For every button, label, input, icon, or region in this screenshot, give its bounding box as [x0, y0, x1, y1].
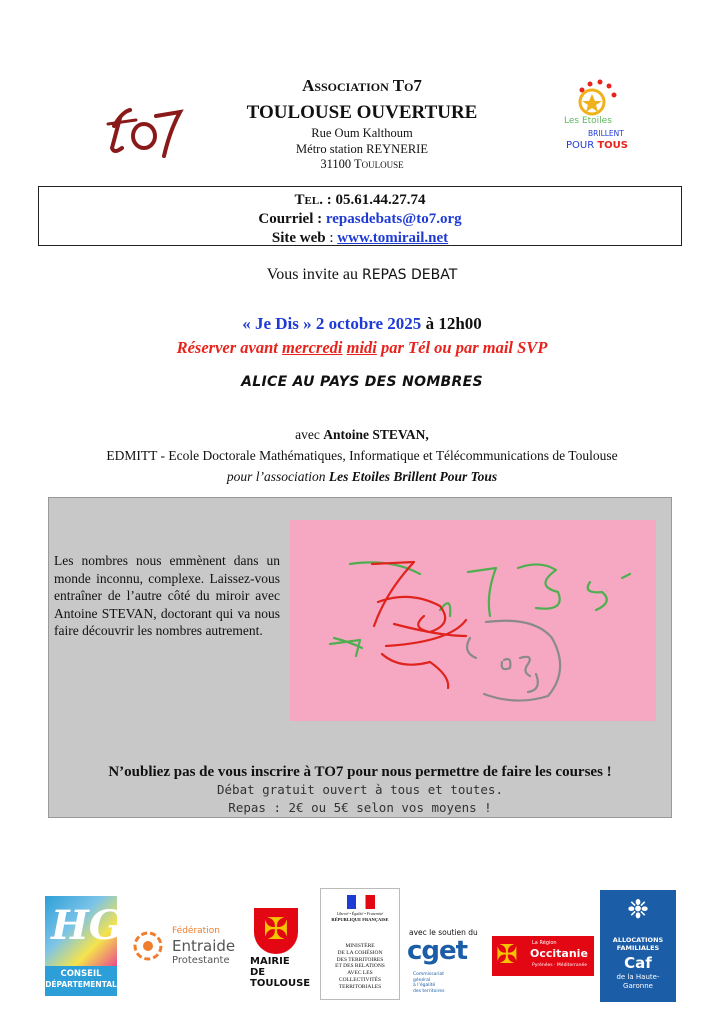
region-l2: Occitanie: [530, 947, 588, 960]
etoiles-pour: POUR: [566, 140, 595, 151]
ministere-l2: DE LA COHÉSION: [337, 949, 383, 956]
speaker-prefix: avec: [295, 427, 324, 442]
contact-box: [38, 186, 682, 246]
organization-name: TOULOUSE OUVERTURE: [246, 102, 478, 123]
region-cross-icon: ✠: [496, 940, 518, 969]
caf-l1: ALLOCATIONS: [612, 936, 664, 944]
speaker-line: [0, 424, 724, 445]
mairie-toulouse-logo: [250, 908, 312, 992]
cget-name: cget: [407, 936, 468, 966]
speaker-assoc-name: Les Etoiles Brillent Pour Tous: [328, 469, 498, 484]
invitation-line: [0, 266, 724, 284]
address-street: Rue Oum Kalthoum: [311, 126, 413, 140]
reserve-text-e: par Tél ou par mail SVP: [376, 338, 548, 357]
invitation-event: REPAS DEBAT: [361, 267, 458, 283]
mairie-line3: TOULOUSE: [250, 978, 311, 989]
ministere-l4: ET DES RELATIONS: [335, 963, 385, 970]
website-line: [39, 229, 681, 248]
cget-l3: à l’égalité: [413, 983, 436, 988]
address-city: 31100 Toulouse: [320, 157, 404, 171]
cget-support: avec le soutien du: [409, 928, 478, 937]
speaker-block: [0, 424, 724, 487]
etoiles-line1: Les Etoiles: [564, 116, 612, 126]
caf-l4: de la Haute-: [616, 973, 660, 981]
speaker-name: Antoine STEVAN,: [323, 427, 429, 442]
email-link[interactable]: repasdebats@to7.org: [325, 211, 462, 227]
to7-logo: [100, 102, 190, 162]
description-text: Les nombres nous emmènent dans un monde inconnu, complexe. Laissez-vous entraîner de l’autre côté du miroir avec Antoine STEVAN, doctorant qui va nous faire découvrir les nombres autrement.: [54, 553, 280, 638]
ministere-l6: COLLECTIVITÉS: [338, 976, 382, 983]
fep-line1: Fédération: [172, 926, 220, 936]
cget-l2: général: [413, 977, 431, 983]
email-line: [39, 210, 681, 229]
region-l3: Pyrénées · Méditerranée: [532, 963, 587, 968]
caf-l5: Garonne: [623, 982, 653, 990]
invitation-prefix: Vous invite au: [266, 266, 362, 283]
reservation-notice: [0, 338, 724, 358]
reserve-time: midi: [346, 338, 377, 357]
event-name: « Je Dis » 2 octobre 2025: [242, 314, 422, 333]
phone-label: Tel.: [294, 192, 323, 208]
cget-l4: des territoires: [413, 988, 445, 994]
speaker-assoc-prefix: pour l’association: [226, 469, 329, 484]
region-occitanie-logo: [492, 936, 594, 976]
ministere-l1: MINISTÈRE: [345, 943, 375, 949]
conseil-line1: CONSEIL: [60, 969, 102, 979]
marianne-icon: [347, 895, 375, 909]
website-link[interactable]: www.tomirail.net: [337, 230, 449, 246]
registration-reminder: N’oubliez pas de vous inscrire à TO7 pour nous permettre de faire les courses !: [108, 764, 612, 780]
phone-line: [39, 191, 681, 210]
ministere-republic: RÉPUBLIQUE FRANÇAISE: [331, 917, 389, 922]
region-l1: La Région: [532, 940, 557, 946]
caf-family-icon: ❉: [627, 895, 649, 924]
fep-line2: Entraide: [172, 937, 236, 955]
mairie-line2: DE: [250, 967, 266, 978]
reserve-text-a: Réserver avant: [176, 338, 282, 357]
address-metro: Métro station REYNERIE: [296, 141, 428, 156]
ministere-l5: AVEC LES: [347, 970, 373, 977]
scribble-illustration: [290, 520, 656, 721]
entraide-protestante-logo: [130, 920, 245, 970]
event-date-line: [0, 314, 724, 334]
reserve-day: mercredi: [282, 338, 343, 357]
website-label: Site web: [271, 230, 326, 246]
etoiles-tous: TOUS: [597, 140, 629, 151]
caf-l3: Caf: [624, 954, 652, 972]
caf-l2: FAMILIALES: [616, 944, 660, 952]
conseil-departemental-logo: [45, 896, 123, 996]
email-label: Courriel :: [258, 211, 326, 227]
etoiles-line2: BRILLENT: [588, 129, 624, 138]
meal-price-note: Repas : 2€ ou 5€ selon vos moyens !: [228, 800, 492, 815]
phone-value: : 05.61.44.27.74: [322, 192, 426, 208]
event-time: à 12h00: [421, 314, 482, 333]
association-title: Association To7: [302, 76, 422, 95]
conseil-line2: DÉPARTEMENTAL: [45, 980, 117, 989]
cget-logo: [405, 928, 485, 1000]
website-sep: :: [325, 230, 338, 246]
talk-title: ALICE AU PAYS DES NOMBRES: [241, 374, 483, 390]
speaker-association-line: [0, 466, 724, 487]
ministere-l3: DES TERRITOIRES: [336, 956, 384, 963]
address: [190, 126, 534, 173]
conseil-letters: HG: [51, 902, 123, 949]
caf-logo: [600, 890, 676, 1002]
ministere-l7: TERRITORIALES: [338, 983, 382, 990]
fep-line3: Protestante: [172, 955, 230, 966]
mairie-line1: MAIRIE: [250, 956, 290, 967]
ministere-logo: [320, 888, 400, 1000]
etoiles-logo: [560, 76, 650, 160]
debate-free-note: Débat gratuit ouvert à tous et toutes.: [217, 782, 503, 797]
occitan-cross-icon: ✠: [263, 913, 289, 946]
ministere-motto: Liberté • Égalité • Fraternité: [336, 911, 384, 916]
speaker-affiliation: EDMITT - Ecole Doctorale Mathématiques, Informatique et Télécommunications de Toulouse: [106, 448, 618, 463]
cget-l1: Commissariat: [413, 972, 444, 977]
